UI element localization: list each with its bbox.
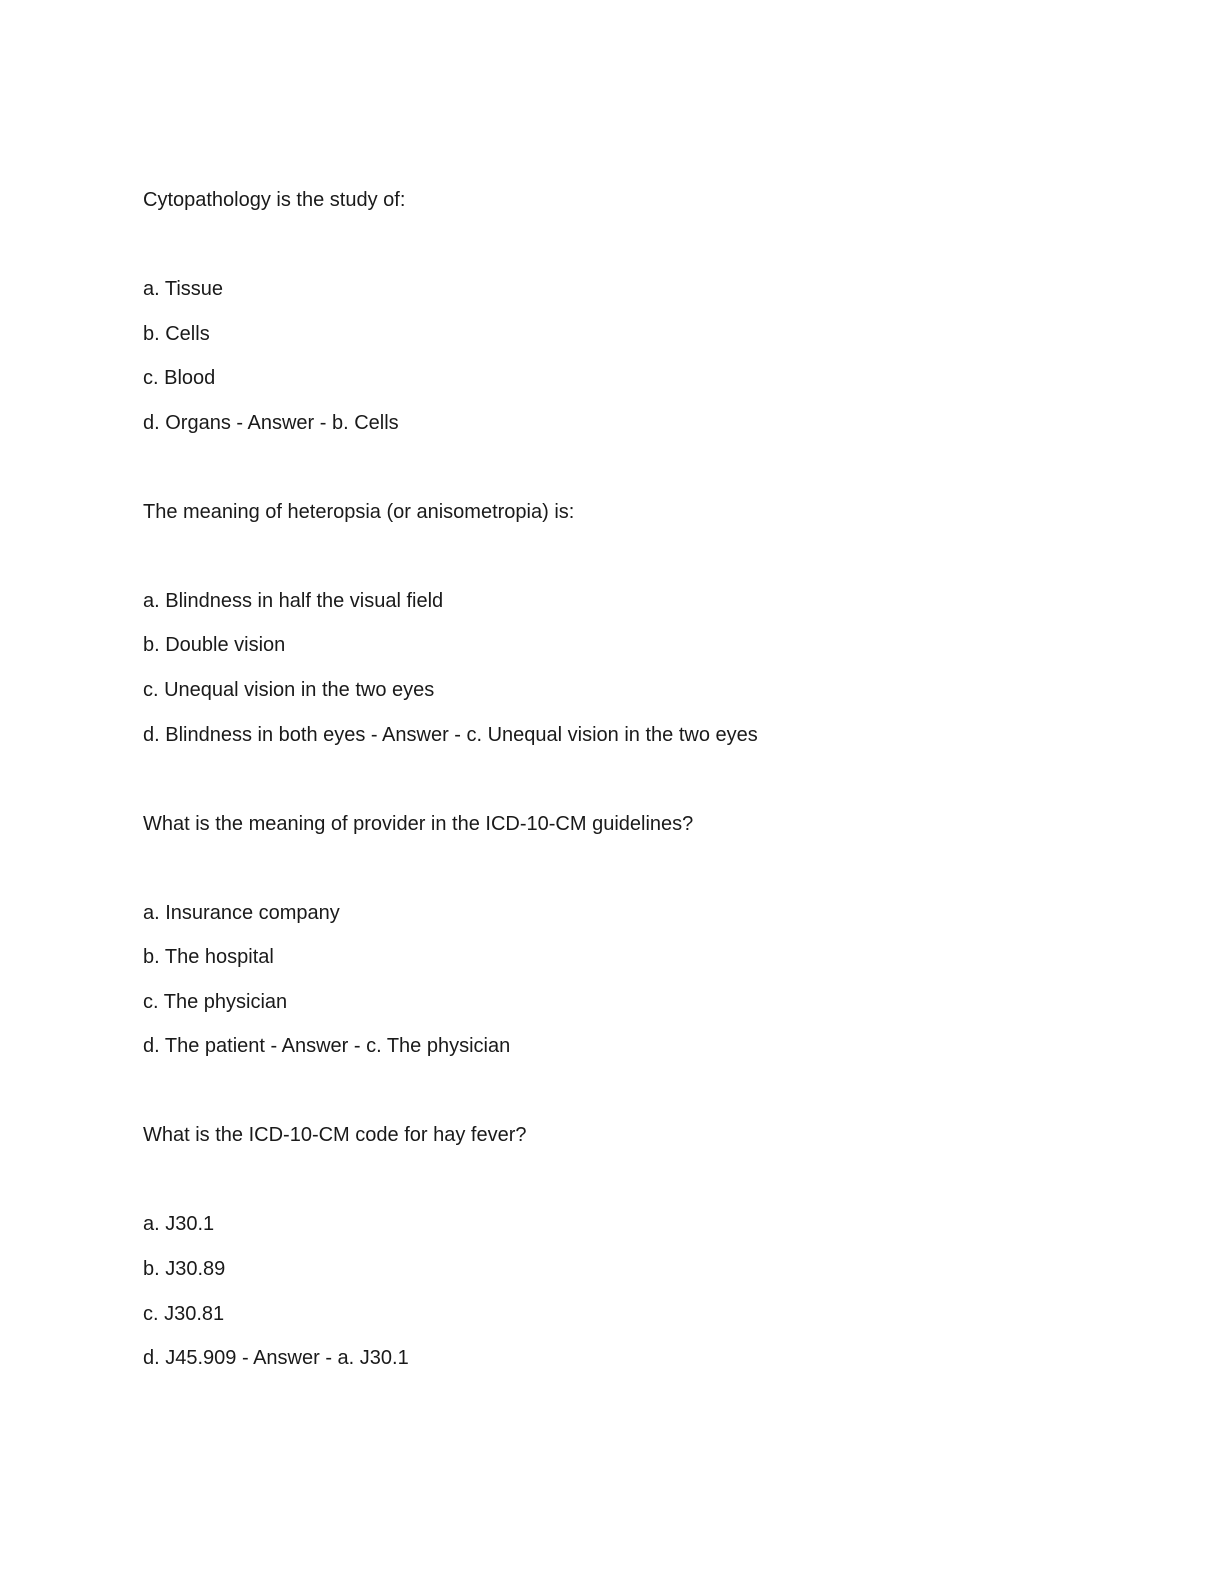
answer-option: a. J30.1 [143,1213,215,1236]
document-body [143,186,1103,1372]
answer-option-with-answer: d. J45.909 - Answer - a. J30.1 [143,1347,409,1370]
answer-option: a. Tissue [143,278,224,300]
answer-option: c. The physician [143,990,288,1013]
question-text: The meaning of heteropsia (or anisometropia) is: [143,500,575,523]
question-block [143,810,1103,1061]
answer-option-with-answer: d. Blindness in both eyes - Answer - c. Unequal vision in the two eyes [143,723,758,746]
answer-option: b. Double vision [143,634,286,657]
answer-option: a. Blindness in half the visual field [143,589,444,612]
question-text: What is the ICD-10-CM code for hay fever? [143,1124,527,1147]
answer-option: c. Blood [143,367,216,390]
answer-option: b. The hospital [143,946,274,969]
answer-option: b. Cells [143,322,210,345]
question-block [143,186,1103,437]
question-text: Cytopathology is the study of: [143,189,406,211]
answer-option: c. Unequal vision in the two eyes [143,678,435,701]
question-block [143,1121,1103,1372]
answer-option: c. J30.81 [143,1302,225,1325]
answer-option-with-answer: d. Organs - Answer - b. Cells [143,411,399,434]
answer-option: a. Insurance company [143,901,340,924]
answer-option-with-answer: d. The patient - Answer - c. The physician [143,1035,511,1058]
answer-option: b. J30.89 [143,1257,226,1280]
question-block [143,498,1103,749]
question-text: What is the meaning of provider in the ICD-10-CM guidelines? [143,812,694,835]
